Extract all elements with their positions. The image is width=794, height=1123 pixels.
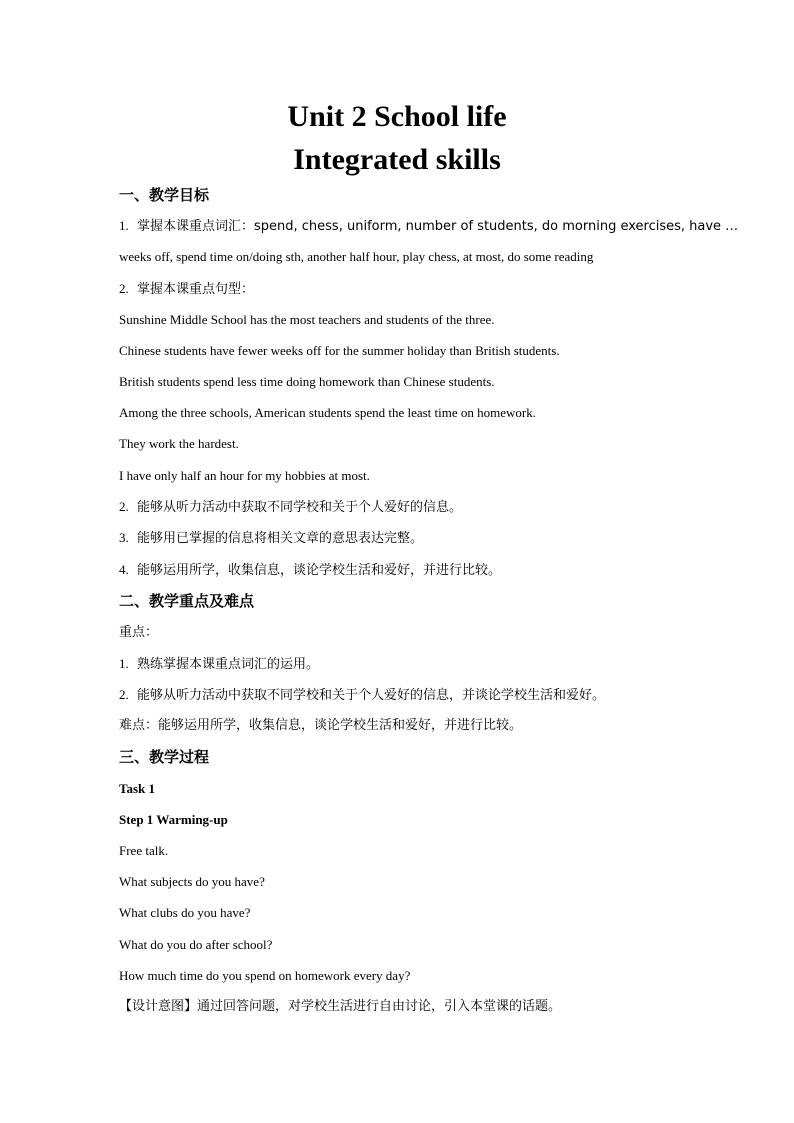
objective-4-number: 3. — [119, 530, 129, 545]
objective-4-text: 能够用已掌握的信息将相关文章的意思表达完整。 — [137, 531, 424, 546]
objective-1-continuation: weeks off, spend time on/doing sth, another half hour, play chess, at most, do some reading — [119, 249, 594, 264]
step-label: Step 1 Warming-up — [119, 812, 228, 827]
objective-item-5 — [119, 561, 501, 580]
key-points-label: 重点： — [119, 625, 159, 640]
objective-item-2 — [119, 280, 254, 299]
objective-5-text: 能够运用所学，收集信息，谈论学校生活和爱好，并进行比较。 — [137, 563, 502, 578]
objective-1-number: 1. — [119, 218, 129, 233]
section-3-heading: 三、教学过程 — [119, 748, 210, 766]
process-line: What do you do after school? — [119, 937, 273, 952]
objective-2-number: 2. — [119, 281, 129, 296]
objective-1-text: 掌握本课重点词汇：spend, chess, uniform, number of students, do morning exercises, have … — [137, 219, 739, 234]
design-intent: 【设计意图】通过回答问题，对学校生活进行自由讨论，引入本堂课的话题。 — [119, 999, 562, 1014]
title-line-1: Unit 2 School life — [287, 100, 507, 133]
key-point-item-2 — [119, 686, 605, 705]
task-label: Task 1 — [119, 781, 156, 796]
objective-3-number: 2. — [119, 499, 129, 514]
title-line-2: Integrated skills — [293, 143, 501, 176]
section-2-heading: 二、教学重点及难点 — [119, 592, 255, 610]
objective-item-4 — [119, 529, 423, 548]
key-sentence: Chinese students have fewer weeks off for the summer holiday than British students. — [119, 343, 560, 358]
objective-3-text: 能够从听力活动中获取不同学校和关于个人爱好的信息。 — [137, 500, 463, 515]
process-line: What clubs do you have? — [119, 905, 251, 920]
process-line: What subjects do you have? — [119, 874, 265, 889]
difficulty-point: 难点：能够运用所学，收集信息，谈论学校生活和爱好，并进行比较。 — [119, 718, 523, 733]
key-sentence: British students spend less time doing homework than Chinese students. — [119, 374, 495, 389]
objective-5-number: 4. — [119, 562, 129, 577]
section-1-heading: 一、教学目标 — [119, 186, 210, 204]
objective-item-1 — [119, 217, 738, 236]
key-point-2-text: 能够从听力活动中获取不同学校和关于个人爱好的信息，并谈论学校生活和爱好。 — [137, 688, 606, 703]
key-point-1-number: 1. — [119, 656, 129, 671]
key-sentence: I have only half an hour for my hobbies at most. — [119, 468, 370, 483]
process-line: Free talk. — [119, 843, 169, 858]
key-point-2-number: 2. — [119, 687, 129, 702]
key-point-1-text: 熟练掌握本课重点词汇的运用。 — [137, 657, 320, 672]
objective-item-3 — [119, 498, 462, 517]
key-sentence: Among the three schools, American students spend the least time on homework. — [119, 405, 536, 420]
process-line: How much time do you spend on homework every day? — [119, 968, 411, 983]
objective-2-text: 掌握本课重点句型： — [137, 282, 255, 297]
key-sentence: They work the hardest. — [119, 436, 239, 451]
key-sentence: Sunshine Middle School has the most teachers and students of the three. — [119, 312, 495, 327]
key-point-item-1 — [119, 655, 319, 674]
